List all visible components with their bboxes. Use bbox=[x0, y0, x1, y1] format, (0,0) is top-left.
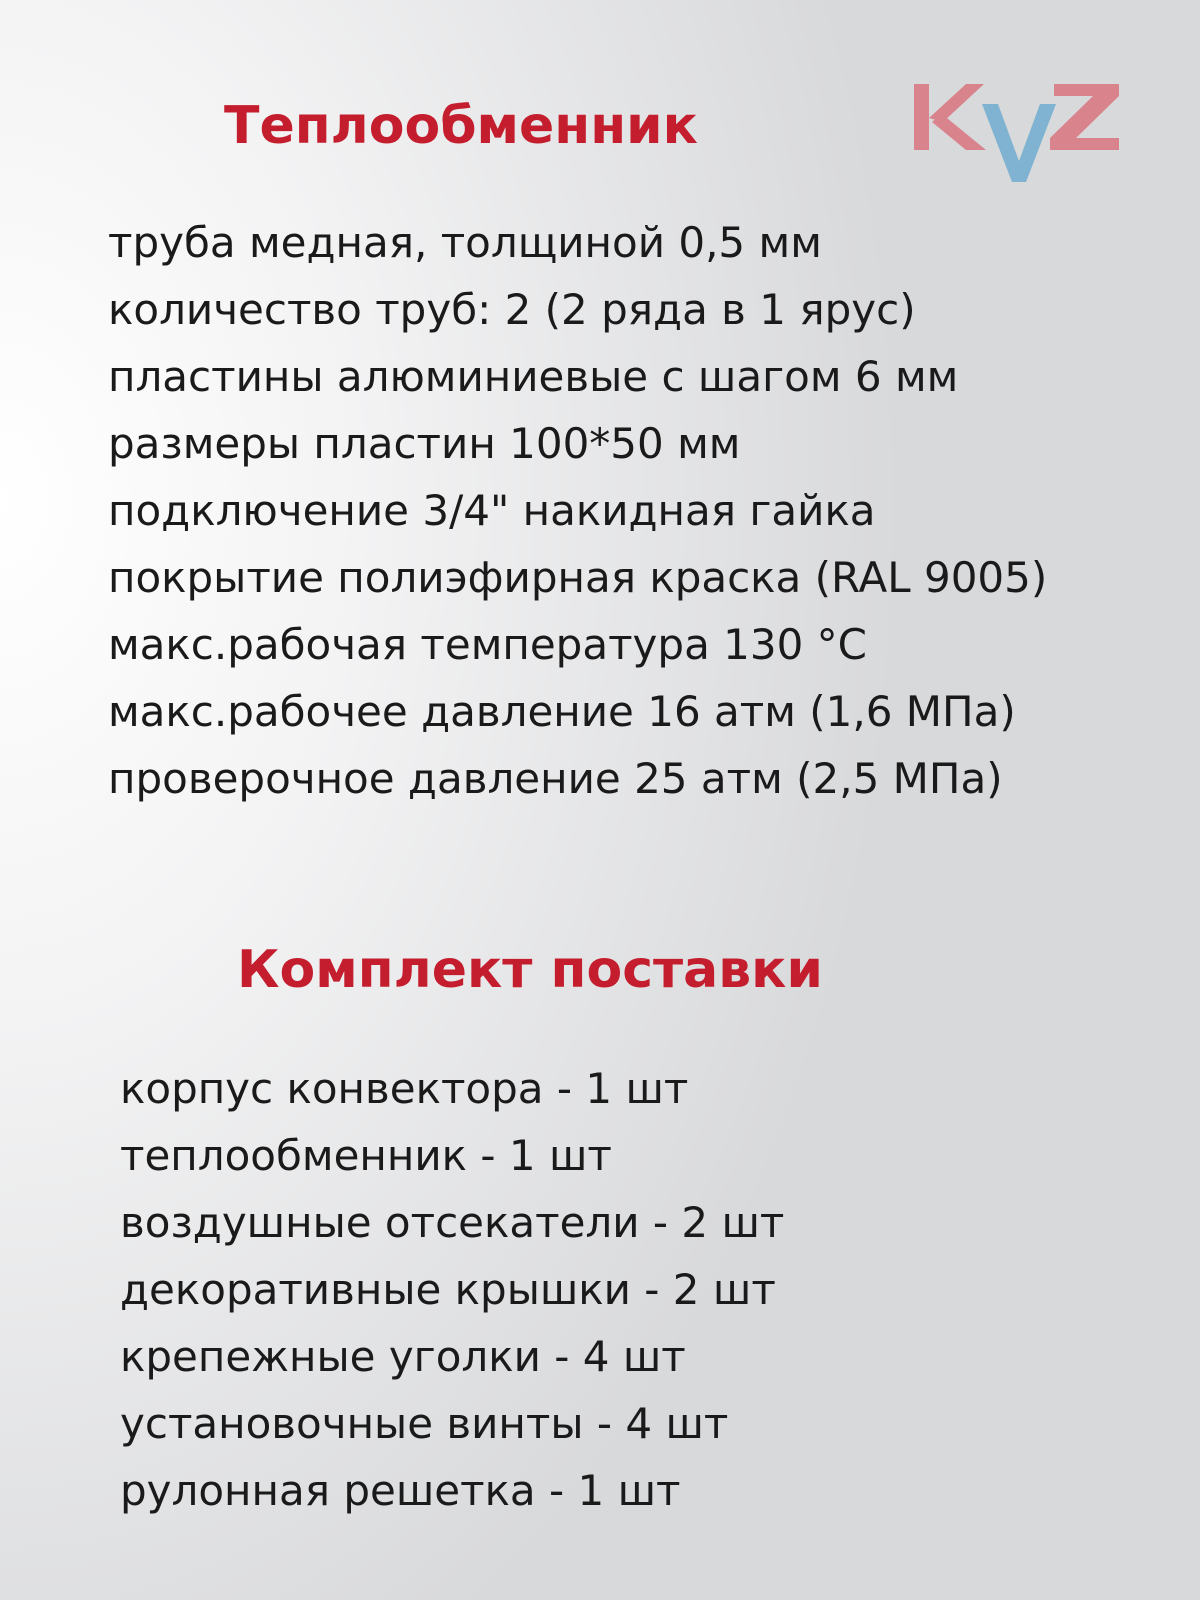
kvz-logo bbox=[912, 78, 1122, 186]
package-item: декоративные крышки - 2 шт bbox=[120, 1265, 776, 1314]
package-title: Комплект поставки bbox=[237, 940, 823, 1000]
spec-line: размеры пластин 100*50 мм bbox=[108, 419, 741, 468]
package-item: крепежные уголки - 4 шт bbox=[120, 1332, 686, 1381]
package-item: корпус конвектора - 1 шт bbox=[120, 1064, 689, 1113]
spec-line: проверочное давление 25 атм (2,5 МПа) bbox=[108, 754, 1003, 803]
spec-line: труба медная, толщиной 0,5 мм bbox=[108, 218, 822, 267]
heat-exchanger-specs bbox=[108, 209, 1047, 812]
heat-exchanger-title: Теплообменник bbox=[224, 96, 698, 156]
package-item: теплообменник - 1 шт bbox=[120, 1131, 612, 1180]
package-item: установочные винты - 4 шт bbox=[120, 1399, 729, 1448]
package-item: воздушные отсекатели - 2 шт bbox=[120, 1198, 785, 1247]
spec-line: покрытие полиэфирная краска (RAL 9005) bbox=[108, 553, 1048, 602]
package-items bbox=[120, 1055, 784, 1524]
spec-line: макс.рабочая температура 130 °С bbox=[108, 620, 867, 669]
spec-line: макс.рабочее давление 16 атм (1,6 МПа) bbox=[108, 687, 1016, 736]
package-item: рулонная решетка - 1 шт bbox=[120, 1466, 681, 1515]
spec-line: количество труб: 2 (2 ряда в 1 ярус) bbox=[108, 285, 916, 334]
spec-line: подключение 3/4" накидная гайка bbox=[108, 486, 876, 535]
spec-line: пластины алюминиевые с шагом 6 мм bbox=[108, 352, 959, 401]
